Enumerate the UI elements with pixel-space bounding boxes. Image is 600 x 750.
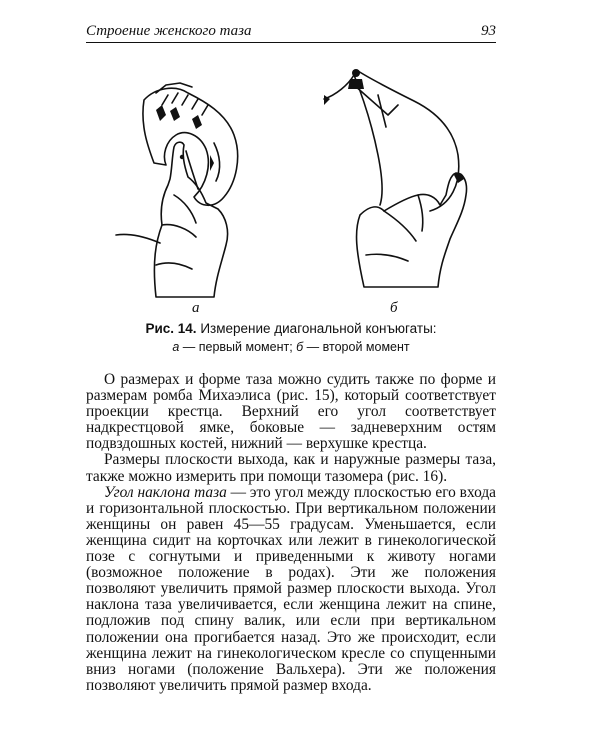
caption-b-text: — второй момент — [303, 340, 410, 354]
pelvis-bone — [143, 88, 238, 205]
caption-b-letter: б — [296, 340, 304, 354]
paragraph: Размеры плоскости выхода, как и наружные размеры таза, также можно измерить при помощи тазомера (рис. 16). — [86, 451, 496, 485]
section-title: Строение женского таза — [86, 23, 252, 39]
figure-label-a: а — [192, 300, 200, 316]
page-number: 93 — [481, 23, 496, 39]
term-pelvic-inclination: Угол наклона таза — [104, 483, 227, 501]
caption-title: Измерение диагональной конъюгаты: — [196, 321, 437, 336]
body-text — [86, 372, 496, 694]
illustration-a — [96, 65, 266, 300]
caption-number: Рис. 14. — [145, 321, 197, 336]
paragraph-text: — это угол между плоскостью его входа и горизонтальной плоскостью. При вертикальном положении женщины он равен 45—55 градусам. Уменьшается, если женщина сидит на корточках или лежит в гинекологической позе с согнутыми и приведенными к животу ногами (возможное положение в родах). Эти же положения позволяют увеличить прямой размер плоскости выхода. Угол наклона таза увеличивается, если женщина лежит на спине, подложив под спину валик, или если при вертикальном положении она прогибается назад. Это же происходит, если женщина лежит на гинекологическом кресле со спущенными вниз ногами (положение Вальхера). Эти же положения позволяют увеличить прямой размер входа. — [86, 483, 496, 694]
caption-a-letter: а — [172, 340, 180, 354]
running-header — [86, 12, 496, 43]
figure-caption-legend — [86, 340, 496, 354]
illustration-b — [318, 55, 488, 290]
figure-caption — [86, 321, 496, 336]
paragraph — [86, 485, 496, 694]
figure-label-b: б — [390, 300, 398, 316]
caption-a-text: — первый момент; — [179, 340, 297, 354]
figure-14 — [86, 55, 496, 305]
hand — [357, 173, 467, 287]
paragraph: О размерах и форме таза можно судить также по форме и размерам ромба Михаэлиса (рис. 15), который соответствует проекции крестца. Верхний его угол соответствует надкрестцовой ямке, боковые — задневерхним остям подвздошных костей, нижний — верхушке крестца. — [86, 371, 496, 453]
